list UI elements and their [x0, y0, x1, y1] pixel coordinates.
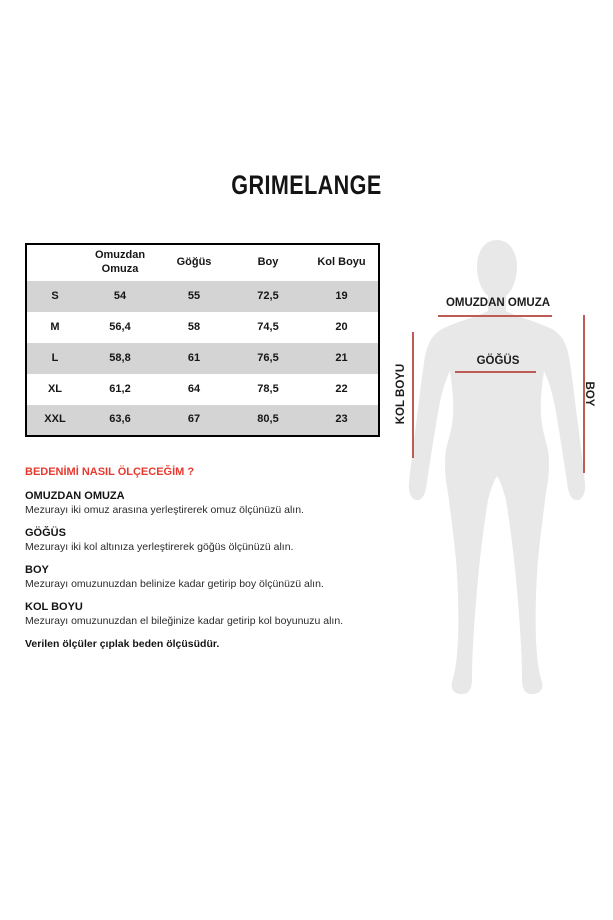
shoulder-measure-line — [438, 315, 552, 317]
size-label: S — [51, 289, 59, 302]
size-label: XL — [47, 382, 63, 395]
cell-value: 61,2 — [109, 382, 131, 395]
col-header-shoulder: Omuzdan Omuza — [94, 249, 146, 275]
cell-value: 56,4 — [109, 320, 131, 333]
cell-value: 58,8 — [109, 351, 131, 364]
cell-value: 22 — [335, 382, 348, 395]
body-measurement-diagram — [395, 235, 598, 705]
chest-measure-label: GÖĞÜS — [476, 355, 520, 367]
size-label: XXL — [44, 413, 66, 426]
cell-value: 80,5 — [257, 413, 279, 426]
cell-value: 67 — [187, 413, 201, 426]
cell-value: 74,5 — [257, 320, 279, 333]
size-label: M — [50, 320, 60, 333]
table-row-l — [26, 343, 379, 374]
cell-value: 20 — [335, 320, 348, 333]
instruction-section-chest — [25, 527, 385, 553]
chest-measure-line — [455, 371, 536, 373]
size-table — [25, 243, 380, 437]
brand-logo: GRIMELANGE — [231, 170, 382, 200]
cell-value: 72,5 — [257, 289, 279, 302]
measurement-instructions — [25, 466, 385, 650]
sleeve-measure-label: KOL BOYU — [395, 363, 407, 425]
size-table-header-row — [26, 244, 379, 281]
col-header-sleeve: Kol Boyu — [317, 256, 366, 269]
cell-value: 19 — [335, 289, 348, 302]
instruction-section-length — [25, 564, 385, 590]
cell-value: 54 — [113, 289, 127, 302]
instruction-heading: BOY — [25, 564, 49, 576]
col-header-size — [26, 244, 83, 281]
cell-value: 61 — [187, 351, 201, 364]
size-label: L — [51, 351, 59, 364]
instruction-section-shoulder — [25, 490, 385, 516]
cell-value: 78,5 — [257, 382, 279, 395]
table-row-m — [26, 312, 379, 343]
height-measure-label: BOY — [583, 381, 595, 407]
cell-value: 76,5 — [257, 351, 279, 364]
col-header-length: Boy — [257, 256, 279, 269]
instruction-text: Mezurayı omuzunuzdan belinize kadar getirip boy ölçünüzü alın. — [25, 578, 324, 590]
instruction-text: Mezurayı omuzunuzdan el bileğinize kadar getirip kol boyunuzu alın. — [25, 615, 344, 627]
table-row-xxl — [26, 405, 379, 436]
cell-value: 63,6 — [109, 413, 131, 426]
table-row-xl — [26, 374, 379, 405]
cell-value: 64 — [187, 382, 201, 395]
instruction-text: Mezurayı iki kol altınıza yerleştirerek göğüs ölçünüzü alın. — [25, 541, 294, 553]
instruction-heading: OMUZDAN OMUZA — [25, 490, 125, 502]
col-header-chest: Göğüs — [176, 256, 212, 269]
cell-value: 21 — [335, 351, 348, 364]
instruction-section-sleeve — [25, 601, 385, 627]
instruction-heading: GÖĞÜS — [25, 527, 66, 539]
cell-value: 23 — [335, 413, 348, 426]
cell-value: 58 — [187, 320, 201, 333]
howto-title: BEDENİMİ NASIL ÖLÇECEĞİM ? — [25, 466, 195, 478]
instruction-text: Mezurayı iki omuz arasına yerleştirerek omuz ölçünüzü alın. — [25, 504, 304, 516]
shoulder-measure-label: OMUZDAN OMUZA — [445, 297, 551, 309]
nude-measurements-note: Verilen ölçüler çıplak beden ölçüsüdür. — [25, 638, 220, 650]
cell-value: 55 — [187, 289, 201, 302]
table-row-s — [26, 281, 379, 312]
instruction-heading: KOL BOYU — [25, 601, 83, 613]
sleeve-measure-line — [412, 332, 414, 458]
